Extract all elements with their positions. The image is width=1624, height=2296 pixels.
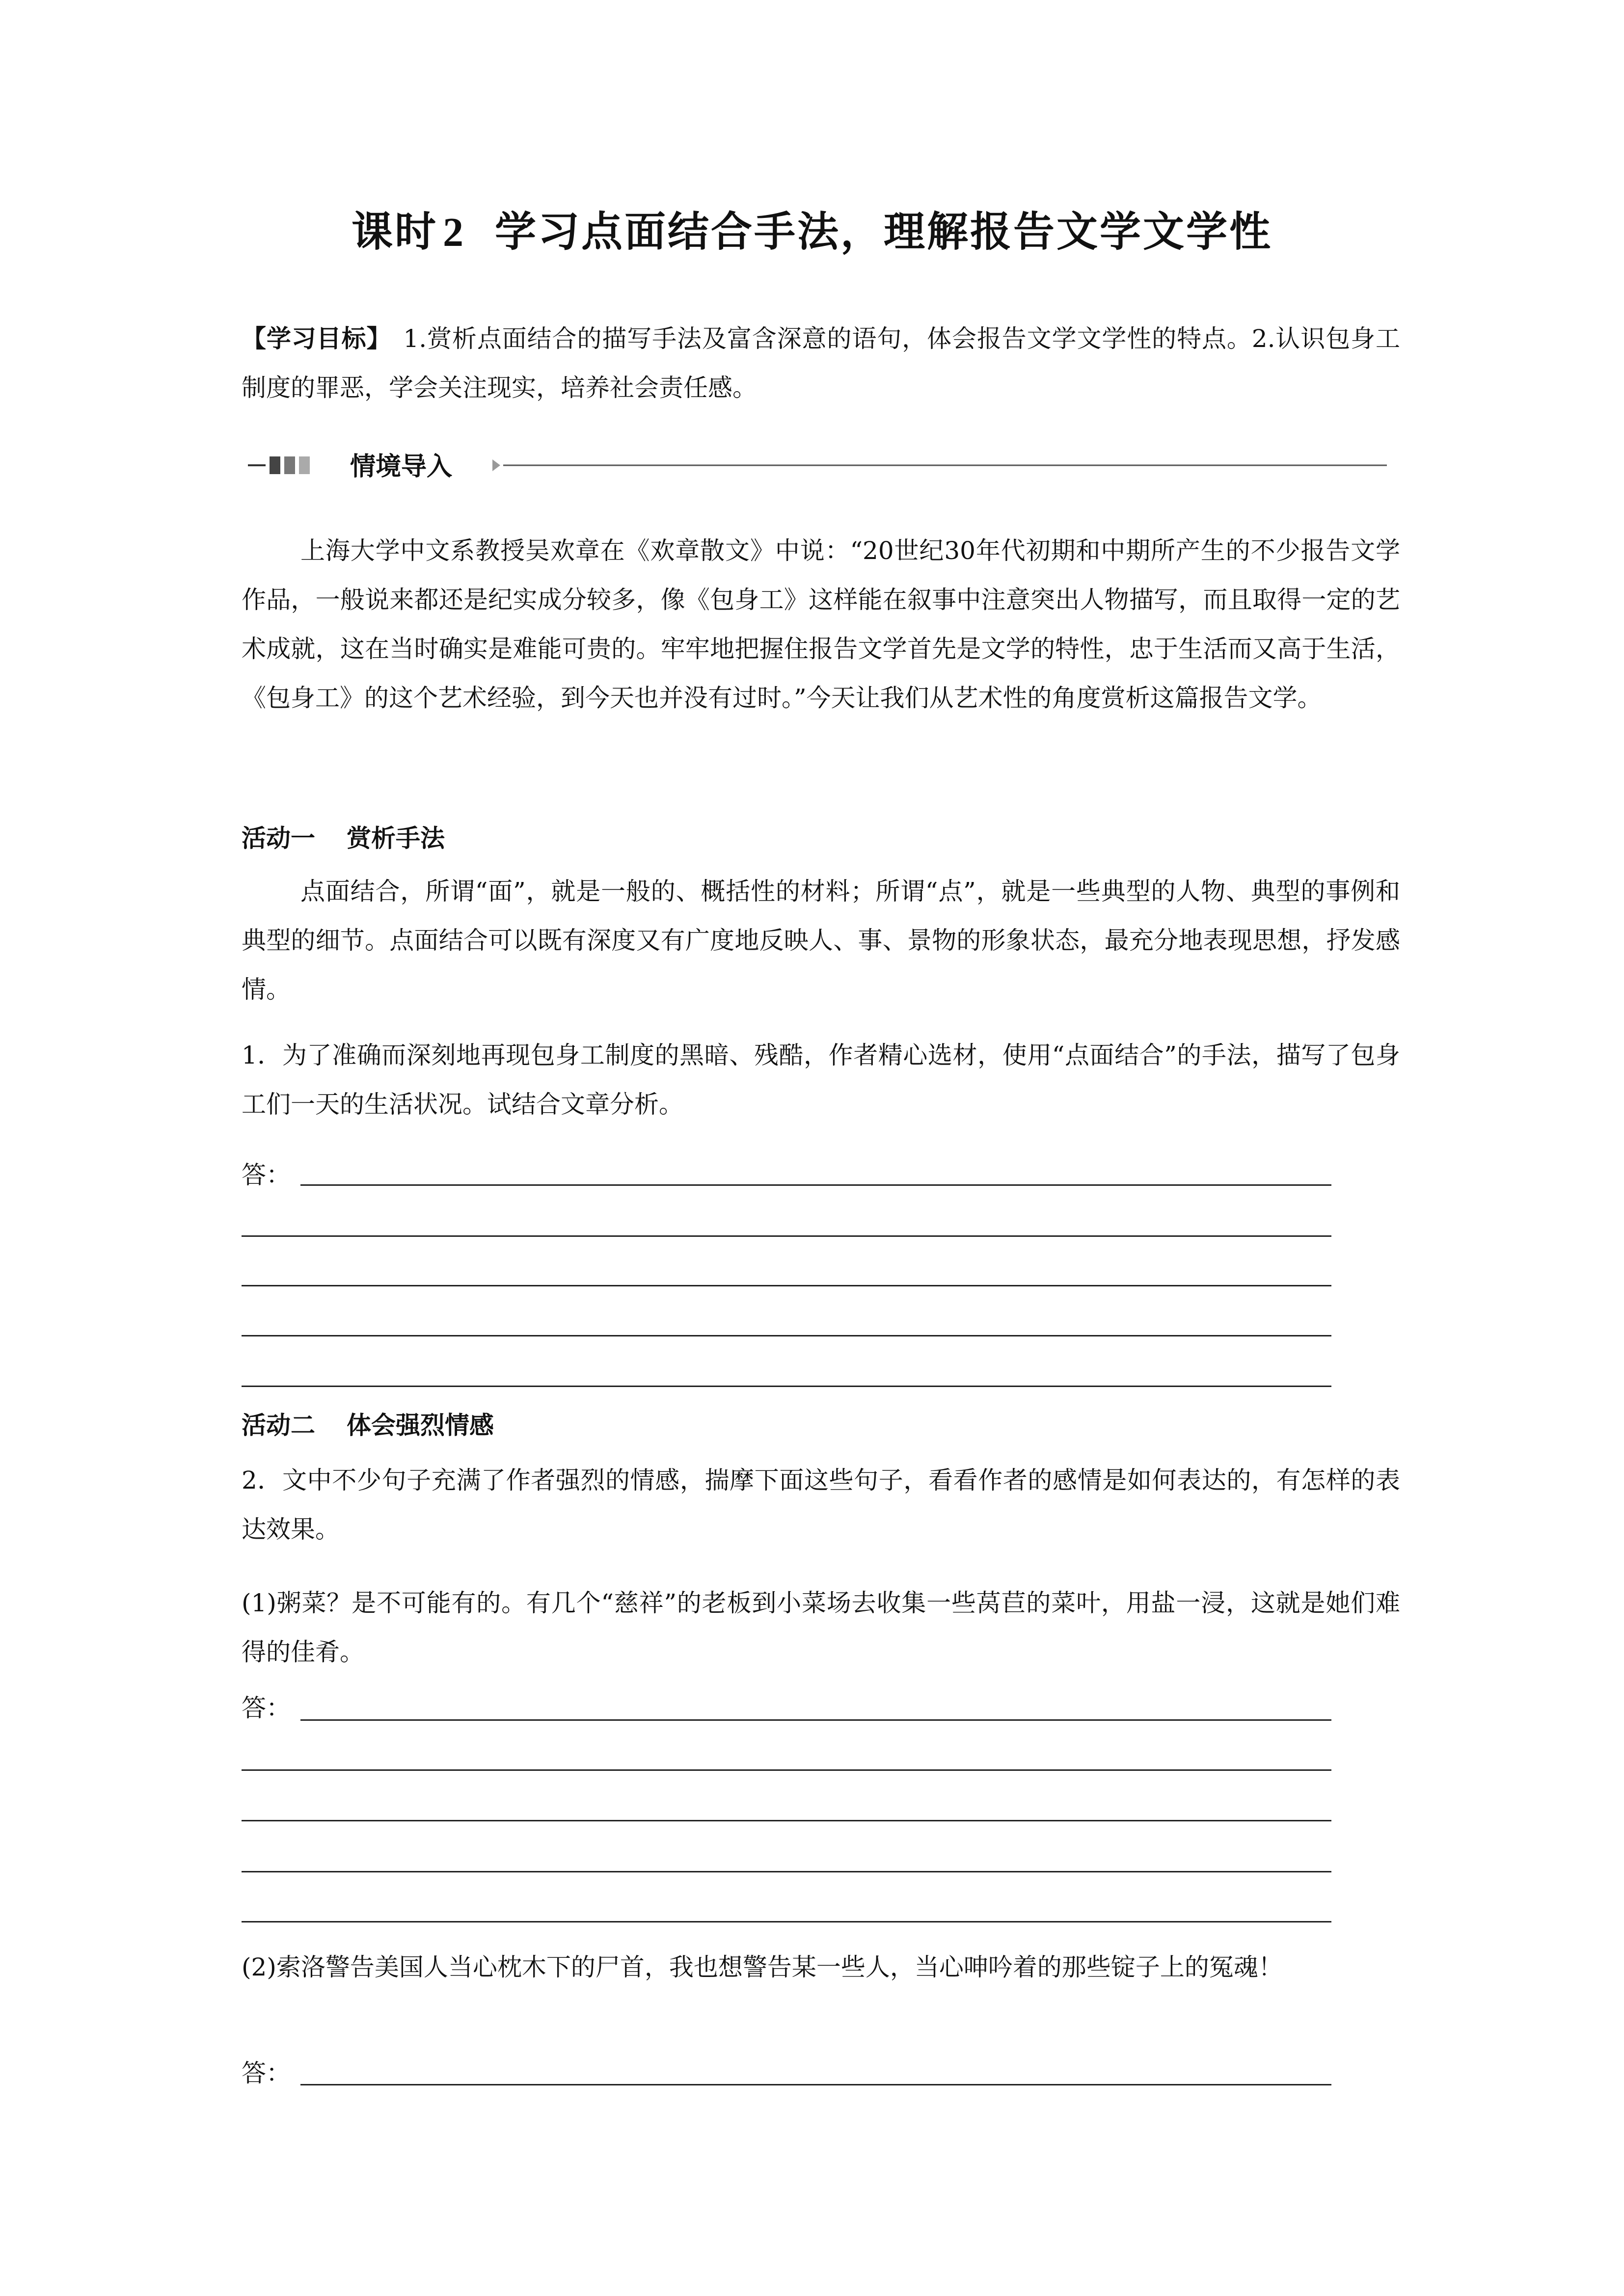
question-1: 1．为了准确而深刻地再现包身工制度的黑暗、残酷，作者精心选材，使用“点面结合”的手法，描写了包身工们一天的生活状况。试结合文章分析。	[242, 1041, 1400, 1119]
title-number: 2	[443, 210, 465, 255]
question-2-sub2: (2)索洛警告美国人当心枕木下的尸首，我也想警告某一些人，当心呻吟着的那些锭子上的冤魂！	[242, 1953, 1283, 1981]
answer1-label: 答：	[242, 1161, 291, 1189]
activity2-heading	[242, 1406, 494, 1441]
answer1-line-4[interactable]	[242, 1335, 1331, 1336]
objectives-text: 1.赏析点面结合的描写手法及富含深意的语句，体会报告文学文学性的特点。2.认识包身工制度的罪恶，学会关注现实，培养社会责任感。	[242, 324, 1400, 402]
activity1-explanation: 点面结合，所谓“面”，就是一般的、概括性的材料；所谓“点”，就是一些典型的人物、典型的事例和典型的细节。点面结合可以既有深度又有广度地反映人、事、景物的形象状态，最充分地表现思想，抒发感情。	[242, 877, 1400, 1004]
answer1-line-5[interactable]	[242, 1386, 1331, 1387]
page-title	[0, 199, 1624, 258]
title-prefix: 课时	[351, 207, 438, 256]
answer2-1-line-1[interactable]	[300, 1719, 1331, 1721]
question-2: 2．文中不少句子充满了作者强烈的情感，揣摩下面这些句子，看看作者的感情是如何表达的，有怎样的表达效果。	[242, 1466, 1400, 1544]
answer1-line-2[interactable]	[242, 1235, 1331, 1237]
answer2-1-label: 答：	[242, 1694, 291, 1722]
answer2-1-line-3[interactable]	[242, 1820, 1331, 1821]
answer2-1-line-4[interactable]	[242, 1871, 1331, 1872]
answer2-2-label: 答：	[242, 2059, 291, 2087]
answer2-1-line-2[interactable]	[242, 1769, 1331, 1771]
activity1-title: 赏析手法	[347, 824, 445, 853]
intro-paragraph: 上海大学中文系教授吴欢章在《欢章散文》中说：“20世纪30年代初期和中期所产生的不少报告文学作品，一般说来都还是纪实成分较多，像《包身工》这样能在叙事中注意突出人物描写，而且取得一定的艺术成就，这在当时确实是难能可贵的。牢牢地把握住报告文学首先是文学的特性，忠于生活而又高于生活，《包身工》的这个艺术经验，到今天也并没有过时。”今天让我们从艺术性的角度赏析这篇报告文学。	[242, 536, 1400, 712]
title-text: 学习点面结合手法，理解报告文学文学性	[495, 207, 1273, 256]
activity2-title: 体会强烈情感	[347, 1411, 494, 1440]
objectives-label: 【学习目标】	[242, 324, 392, 353]
answer1-line-3[interactable]	[242, 1285, 1331, 1286]
learning-objectives	[242, 314, 1400, 412]
section-heading-intro: 情境导入	[346, 446, 456, 482]
activity2-label: 活动二	[242, 1411, 315, 1440]
activity1-label: 活动一	[242, 824, 315, 853]
activity1-heading	[242, 819, 445, 854]
answer2-2-line-1[interactable]	[300, 2084, 1331, 2085]
question-2-sub1: (1)粥菜？是不可能有的。有几个“慈祥”的老板到小菜场去收集一些莴苣的菜叶，用盐一浸，这就是她们难得的佳肴。	[242, 1589, 1400, 1666]
answer2-1-line-5[interactable]	[242, 1921, 1331, 1922]
answer1-line-1[interactable]	[300, 1184, 1331, 1186]
